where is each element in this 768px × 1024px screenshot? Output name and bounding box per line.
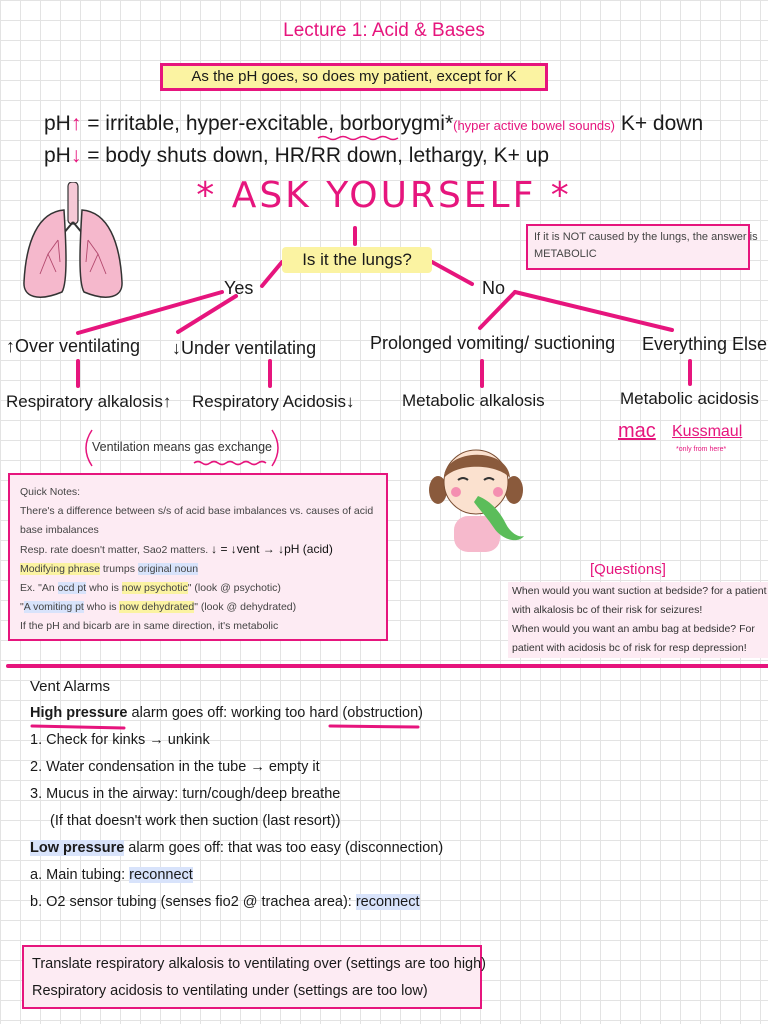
ex-noun: ocd pt [57,582,87,594]
kussmaul-note: *only from here* [676,446,727,453]
question1-b: with alkalosis bc of their risk for seizures! [508,601,768,620]
step-a-text: a. Main tubing: [30,867,130,883]
vent-alarms-section [30,673,443,916]
ph-down-text: = body shuts down, HR/RR down, lethargy, K+ up [87,144,550,167]
low-pressure-text: alarm goes off: that was too easy (disconnection) [124,840,444,856]
no-label: No [482,278,506,298]
quick-notes-line3 [20,560,376,579]
translate-line1: Translate respiratory alkalosis to ventilating over (settings are too high) [32,956,487,972]
ask-yourself-heading: * ASK YOURSELF * [196,175,572,216]
ph-down-line [44,144,549,168]
ph-up-note: (hyper active bowel sounds) [453,118,615,133]
motto-banner: As the pH goes, so does my patient, except for K [160,63,548,91]
ex2-noun: A vomiting pt [23,601,84,613]
ph-up-tail: K+ down [620,112,704,135]
branch-everything-else: Everything Else [642,334,768,354]
quick-notes-line3-mid: trumps [99,563,138,575]
quick-notes-line5 [20,598,376,617]
high-pressure-text: alarm goes off: working too hard (obstruction) [127,705,424,721]
vomiting-girl-illustration [428,428,528,556]
step-2-text: 2. Water condensation in the tube → [30,759,269,775]
question2-a: When would you want an ambu bag at bedside? For [508,620,768,639]
step-2 [30,754,443,781]
ex-start: Ex. "An [20,582,58,594]
branch-under-ventilating: ↓Under ventilating [172,338,317,358]
low-pressure-line [30,835,443,862]
ex2-start: " [20,601,24,613]
vent-heading: Vent Alarms [30,678,111,695]
metabolic-note-line1: If it is NOT caused by the lungs, the answer is [534,231,758,243]
result-met-acidosis: Metabolic acidosis [620,389,759,408]
mac-label: mac [618,420,656,442]
quick-notes-line6: If the pH and bicarb are in same direction, it's metabolic [20,620,279,632]
step-2-action: empty it [268,759,320,775]
step-a [30,862,443,889]
ex-end: " (look @ psychotic) [187,582,281,594]
step-1 [30,727,443,754]
branch-vomiting: Prolonged vomiting/ suctioning [370,333,616,353]
ex2-mid: who is [83,601,120,613]
result-resp-acidosis: Respiratory Acidosis↓ [192,392,355,411]
ventilation-note: Ventilation means gas exchange [92,440,272,454]
ph-up-label: pH [44,112,71,135]
high-pressure-line [30,700,443,727]
page-title: Lecture 1: Acid & Bases [283,20,485,41]
original-noun: original noun [137,563,199,575]
arrow-up-icon: ↑ [70,112,82,135]
step-3: 3. Mucus in the airway: turn/cough/deep breathe [30,786,341,802]
question1-a: When would you want suction at bedside? for a patient [508,582,768,601]
quick-notes-line1: There's a difference between s/s of acid base imbalances vs. causes of acid base imbalances [20,505,374,536]
kussmaul-label: Kussmaul [672,423,743,440]
metabolic-note-line2: METABOLIC [534,248,597,260]
questions-heading: [Questions] [590,561,666,578]
result-resp-alkalosis: Respiratory alkalosis↑ [6,392,172,411]
question2-b: patient with acidosis bc of risk for resp depression! [508,639,768,658]
result-met-alkalosis: Metabolic alkalosis [402,391,545,410]
step-1-text: 1. Check for kinks → [30,732,168,748]
questions-box [508,582,768,658]
lungs-question: Is it the lungs? [282,247,432,273]
ph-up-line [44,112,703,136]
quick-notes-line4 [20,579,376,598]
step-a-action: reconnect [129,867,193,883]
branch-over-ventilating: ↑Over ventilating [6,336,141,356]
arrow-down-icon: ↓ [70,144,82,167]
modifying-phrase: Modifying phrase [20,563,100,575]
quick-notes-line2-hand: ↓ = ↓vent → ↓pH (acid) [211,542,333,556]
step-b [30,889,443,916]
metabolic-note-box [526,224,758,270]
translate-line2: Respiratory acidosis to ventilating under (settings are too low) [32,983,428,999]
quick-notes-heading: Quick Notes: [20,486,81,498]
ph-down-label: pH [44,144,71,167]
step-3-fallback: (If that doesn't work then suction (last resort)) [50,813,341,829]
ex-modifier: now psychotic [121,582,188,594]
yes-label: Yes [224,278,254,298]
step-b-action: reconnect [355,894,420,910]
quick-notes-box [8,473,388,641]
step-b-text: b. O2 sensor tubing (senses fio2 @ trachea area): [30,894,356,910]
quick-notes-line2-text: Resp. rate doesn't matter, Sao2 matters. [20,544,209,556]
ph-up-text: = irritable, hyper-excitable, borborygmi* [87,112,454,135]
high-pressure-label: High pressure [30,705,128,721]
ex2-modifier: now dehydrated [119,601,195,613]
step-1-action: unkink [167,732,210,748]
low-pressure-label: Low pressure [30,840,125,856]
quick-notes-line2 [20,540,376,560]
translate-box [22,945,487,1009]
ex-mid: who is [86,582,122,594]
ex2-end: " (look @ dehydrated) [194,601,297,613]
